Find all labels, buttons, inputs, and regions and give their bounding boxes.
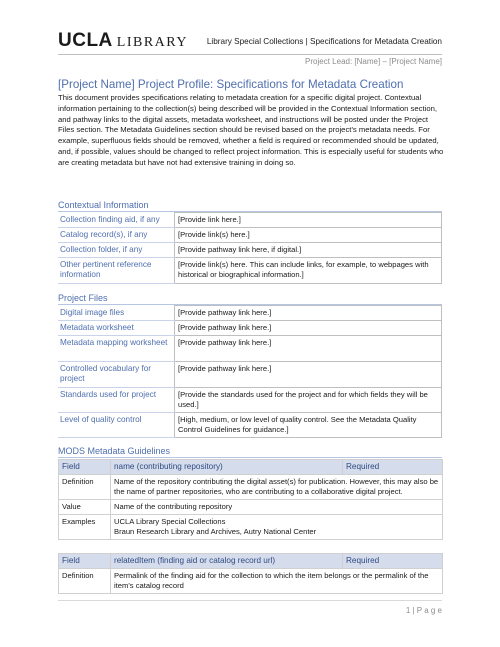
table-row: Metadata worksheet [Provide pathway link here.] [58,321,442,336]
contextual-table [58,212,442,284]
table-row: Collection folder, if any [Provide pathway link here, if digital.] [58,243,442,258]
project-lead: Project Lead: [Name] – [Project Name] [305,57,442,66]
table-row: Metadata mapping worksheet [Provide pathway link here.] [58,336,442,362]
footer-divider [58,600,442,601]
table-row: Catalog record(s), if any [Provide link(s) here.] [58,228,442,243]
table-row: Level of quality control [High, medium, or low level of quality control. See the Metadata Quality Control Guidelines for guidance.] [58,413,442,438]
field-header-row: Field relatedItem (finding aid or catalog record url) Required [59,554,443,569]
table-row: Value Name of the contributing repository [59,500,443,515]
table-row: Definition Permalink of the finding aid for the collection to which the item belongs or the permalink of the item's catalog record [59,569,443,594]
page-header [58,30,442,52]
table-row: Other pertinent reference information [Provide link(s) here. This can include links, for example, to webpages with historical or biographical information.] [58,258,442,284]
example-line: Braun Research Library and Archives, Autry National Center [114,527,317,536]
project-files-table [58,305,442,438]
header-divider [58,54,442,55]
header-subtitle: Library Special Collections | Specifications for Metadata Creation [206,37,442,46]
table-row: Collection finding aid, if any [Provide link here.] [58,213,442,228]
field-header-row: Field name (contributing repository) Required [59,460,443,475]
project-files-heading: Project Files [58,293,108,303]
spacer-row [59,540,443,554]
table-row: Examples UCLA Library Special Collections Braun Research Library and Archives, Autry National Center [59,515,443,540]
section-rule [58,457,442,458]
contextual-heading: Contextual Information [58,200,149,210]
table-row: Standards used for project [Provide the standards used for the project and for which fields they will be used.] [58,388,442,413]
table-row: Digital image files [Provide pathway link here.] [58,306,442,321]
ucla-library-logo: UCLA LIBRARY [58,30,188,51]
document-title: [Project Name] Project Profile: Specifications for Metadata Creation [58,78,404,91]
page-number: 1 | P a g e [405,606,442,615]
mods-heading: MODS Metadata Guidelines [58,446,171,456]
example-line: UCLA Library Special Collections [114,517,226,526]
table-row: Definition Name of the repository contributing the digital asset(s) for publication. However, this may also be the name of partner repositories, who are contributing to a collaborative digital project. [59,475,443,500]
intro-paragraph: This document provides specifications relating to metadata creation for a specific digital project. Contextual information pertaining to the collection(s) being described will be provided in the Contextual Information section, and pathway links to the digital assets, metadata worksheet, and instructions will be posted under the Project Files section. The Metadata Guidelines section should be revised based on the project's metadata needs. For example, superfluous fields should be removed, whether a field is required or recommended should be updated, and, if possible, values should be changed to reflect project information. This is especially useful for students who are creating metadata but have not had extensive training in doing so. [58,93,444,167]
table-row: Controlled vocabulary for project [Provide pathway link here.] [58,362,442,388]
mods-table [58,459,443,594]
